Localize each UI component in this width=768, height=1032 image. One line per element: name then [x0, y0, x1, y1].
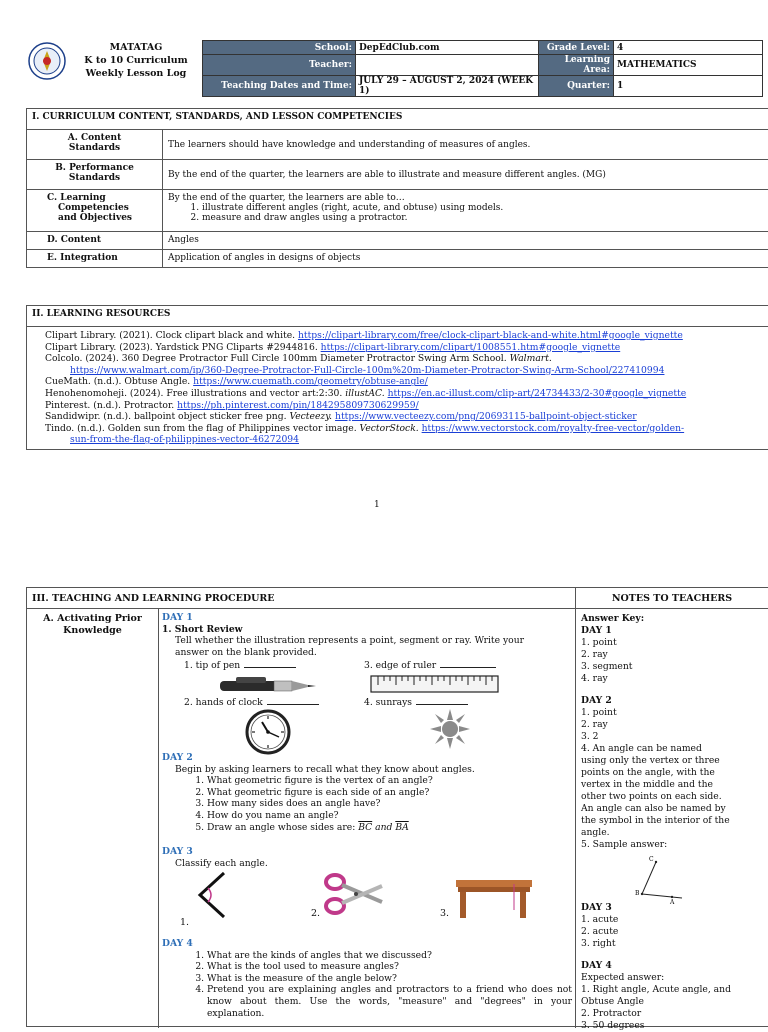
dates-label: Teaching Dates and Time: [203, 76, 356, 97]
notes-line: other two points on each side. [581, 791, 767, 803]
section-resources [26, 305, 768, 450]
notes-line: 3. right [581, 938, 767, 950]
school-label: School: [203, 41, 356, 55]
activating-label-b: Knowledge [27, 625, 158, 637]
resource-entry-cont [45, 365, 766, 377]
resource-entry: Clipart Library. (2021). Clock clipart black and white. https://clipart-library.com/free/clock-clipart-black-and-white.html#google_vignette [45, 330, 766, 342]
resource-link[interactable]: https://www.vecteezy.com/png/20693115-ballpoint-object-sticker [335, 411, 637, 422]
area-value: MATHEMATICS [614, 55, 763, 76]
item-sunrays: 4. sunrays [364, 697, 412, 708]
header-line-3: Weekly Lesson Log [72, 67, 200, 80]
notes-line: using only the vertex or three [581, 755, 767, 767]
quarter-value: 1 [614, 76, 763, 97]
activating-label-a: A. Activating Prior [27, 613, 158, 625]
competency-item: 1. illustrate different angles (right, acute, and obtuse) using models. [202, 203, 766, 213]
resource-link[interactable]: https://ph.pinterest.com/pin/184295809730629959/ [177, 400, 419, 411]
day3-intro: Classify each angle. [162, 858, 268, 870]
day4-question: 4. Pretend you are explaining angles and protractors to a friend who does not know about them. Use the words, "measure" and "degrees" in your explanation. [207, 984, 572, 1019]
item-tip-of-pen: 1. tip of pen [184, 660, 240, 671]
resource-entry: Pinterest. (n.d.). Protractor. https://ph.pinterest.com/pin/184295809730629959/ [45, 400, 766, 412]
notes-line: 1. acute [581, 914, 767, 926]
area-label: Learning Area: [539, 55, 614, 76]
resource-link[interactable]: https://www.vectorstock.com/royalty-free-vector/golden- [422, 423, 685, 434]
header-logo [28, 42, 66, 80]
teacher-value [356, 55, 539, 76]
content-label: D. Content [27, 232, 163, 250]
table-image [454, 874, 534, 924]
day2-question: 4. How do you name an angle? [207, 810, 572, 822]
notes-title: NOTES TO TEACHERS [575, 593, 768, 604]
ruler-image [370, 672, 500, 698]
notes-line: Obtuse Angle [581, 996, 767, 1008]
notes-line: 3. segment [581, 661, 767, 673]
resource-link[interactable]: sun-from-the-flag-of-philippines-vector-46272094 [70, 434, 299, 445]
ray-bc: $\overline{BC}$ [358, 822, 372, 833]
performance-standards-label-a: B. Performance [32, 163, 157, 173]
notes-line: 4. ray [581, 673, 767, 685]
content-standards-label-a: A. Content [32, 133, 157, 143]
content-standards-label-b: Standards [32, 143, 157, 153]
grade-label: Grade Level: [539, 41, 614, 55]
sample-angle-figure [632, 852, 692, 908]
notes-line: vertex in the middle and the [581, 779, 767, 791]
resource-link[interactable]: https://www.walmart.com/ip/360-Degree-Protractor-Full-Circle-100m%20m-Diameter-Protractor-Swing-Arm-School/227410994 [70, 365, 664, 376]
day3-heading: DAY 3 [162, 846, 268, 858]
notes-line: angle. [581, 827, 767, 839]
item-hands-of-clock: 2. hands of clock [184, 697, 263, 708]
answer-blank[interactable] [267, 704, 319, 705]
teacher-label: Teacher: [203, 55, 356, 76]
resource-link[interactable]: https://en.ac-illust.com/clip-art/24734433/2-30#google_vignette [388, 388, 687, 399]
header-line-1: MATATAG [72, 41, 200, 54]
day2-question: 1. What geometric figure is the vertex of an angle? [207, 775, 572, 787]
day1-heading: DAY 1 [162, 612, 570, 624]
answer-blank[interactable] [416, 704, 468, 705]
notes-line: 3. 2 [581, 731, 767, 743]
resource-entry: Henohenomoheji. (2024). Free illustrations and vector art:2:30. illustAC. https://en.ac-illust.com/clip-art/24734433/2-30#google_vignette [45, 388, 766, 400]
notes-line: the symbol in the interior of the [581, 815, 767, 827]
notes-line: 2. ray [581, 719, 767, 731]
day1-subheading: 1. Short Review [162, 624, 570, 636]
performance-standards-text: By the end of the quarter, the learners are able to illustrate and measure different angles. (MG) [163, 160, 768, 190]
competency-item: 2. measure and draw angles using a protractor. [202, 213, 766, 223]
answer-blank[interactable] [244, 667, 296, 668]
notes-line: 1. Right angle, Acute angle, and [581, 984, 767, 996]
fig-label-b: B [635, 890, 640, 897]
competencies-label-a: C. Learning [47, 193, 157, 203]
competencies-label-b: Competencies [47, 203, 157, 213]
performance-standards-label-b: Standards [32, 173, 157, 183]
day4-heading: DAY 4 [162, 938, 572, 950]
notes-line: 1. point [581, 707, 767, 719]
integration-text: Application of angles in designs of objects [163, 250, 768, 268]
ray-and: and [375, 822, 392, 833]
resource-link[interactable]: https://www.cuemath.com/geometry/obtuse-angle/ [193, 376, 428, 387]
notes-line: 2. acute [581, 926, 767, 938]
day4-question: 2. What is the tool used to measure angles? [207, 961, 572, 973]
content-standards-text: The learners should have knowledge and understanding of measures of angles. [163, 130, 768, 160]
integration-label: E. Integration [27, 250, 163, 268]
notes-line: 2. Protractor [581, 1008, 767, 1020]
competencies-label-c: and Objectives [47, 213, 157, 223]
notes-day3: DAY 3 [581, 902, 767, 914]
notes-line: 3. 50 degrees [581, 1020, 767, 1032]
notes-line: 5. Sample answer: [581, 839, 767, 851]
fig-label-c: C [649, 856, 654, 863]
notes-day4: DAY 4 [581, 960, 767, 972]
school-value: DepEdClub.com [356, 41, 539, 55]
day3-number-3: 3. [440, 908, 449, 919]
resource-entry: Sandidwipr. (n.d.). ballpoint object sticker free png. Vecteezy. https://www.vecteezy.com/png/20693115-ballpoint-object-sticker [45, 411, 766, 423]
grade-value: 4 [614, 41, 763, 55]
resource-link[interactable]: https://clipart-library.com/free/clock-clipart-black-and-white.html#google_vignette [298, 330, 683, 341]
day3-number-1: 1. [180, 917, 189, 928]
notes-line: 1. point [581, 637, 767, 649]
resource-entry: Colcolo. (2024). 360 Degree Protractor Full Circle 100mm Diameter Protractor Swing Arm School. Walmart. [45, 353, 766, 365]
resource-entry: Clipart Library. (2023). Yardstick PNG Cliparts #2944816. https://clipart-library.com/clipart/1008551.htm#google_vignette [45, 342, 766, 354]
day2-question: 2. What geometric figure is each side of an angle? [207, 787, 572, 799]
day2-intro: Begin by asking learners to recall what they know about angles. [162, 764, 572, 776]
content-text: Angles [163, 232, 768, 250]
notes-day2: DAY 2 [581, 695, 767, 707]
day4-question: 3. What is the measure of the angle below? [207, 973, 572, 985]
header-table [202, 40, 763, 97]
day4-question: 1. What are the kinds of angles that we discussed? [207, 950, 572, 962]
item-edge-of-ruler: 3. edge of ruler [364, 660, 436, 671]
section1-title: I. CURRICULUM CONTENT, STANDARDS, AND LESSON COMPETENCIES [27, 109, 768, 130]
dates-value: JULY 29 – AUGUST 2, 2024 (WEEK 1) [356, 76, 539, 97]
day3-number-2: 2. [311, 908, 320, 919]
notes-line: points on the angle, with the [581, 767, 767, 779]
resource-link[interactable]: https://clipart-library.com/clipart/1008551.htm#google_vignette [321, 342, 621, 353]
notes-line: 4. An angle can be named [581, 743, 767, 755]
fig-label-a: A [669, 899, 675, 904]
section-curriculum [26, 108, 768, 268]
day2-question: 5. Draw an angle whose sides are: $\overline{BC}$ and $\overline{BA}$ [207, 822, 572, 834]
section2-title: II. LEARNING RESOURCES [27, 306, 768, 327]
day1-instruction-a: Tell whether the illustration represents a point, segment or ray. Write your [162, 635, 570, 647]
competencies-intro: By the end of the quarter, the learners are able to… [168, 193, 766, 203]
page-number: 1 [374, 500, 380, 510]
ray-ba: $\overline{BA}$ [395, 822, 408, 833]
angle-lines-image [194, 870, 230, 924]
resource-entry: Tindo. (n.d.). Golden sun from the flag of Philippines vector image. VectorStock. https://www.vectorstock.com/royalty-free-vector/golden- [45, 423, 766, 435]
resource-entry: CueMath. (n.d.). Obtuse Angle. https://www.cuemath.com/geometry/obtuse-angle/ [45, 376, 766, 388]
scissors-image [322, 872, 386, 920]
notes-line: Expected answer: [581, 972, 767, 984]
answer-key-title: Answer Key: [581, 613, 767, 625]
quarter-label: Quarter: [539, 76, 614, 97]
notes-line: 2. ray [581, 649, 767, 661]
notes-day1: DAY 1 [581, 625, 767, 637]
day1-instruction-b: answer on the blank provided. [162, 647, 570, 659]
resource-entry-cont [45, 434, 766, 446]
sun-image [428, 707, 472, 755]
day2-heading: DAY 2 [162, 752, 572, 764]
notes-line: An angle can also be named by [581, 803, 767, 815]
section3-title: III. TEACHING AND LEARNING PROCEDURE [32, 593, 275, 604]
answer-blank[interactable] [440, 667, 496, 668]
header-line-2: K to 10 Curriculum [72, 54, 200, 67]
day2-question: 3. How many sides does an angle have? [207, 798, 572, 810]
